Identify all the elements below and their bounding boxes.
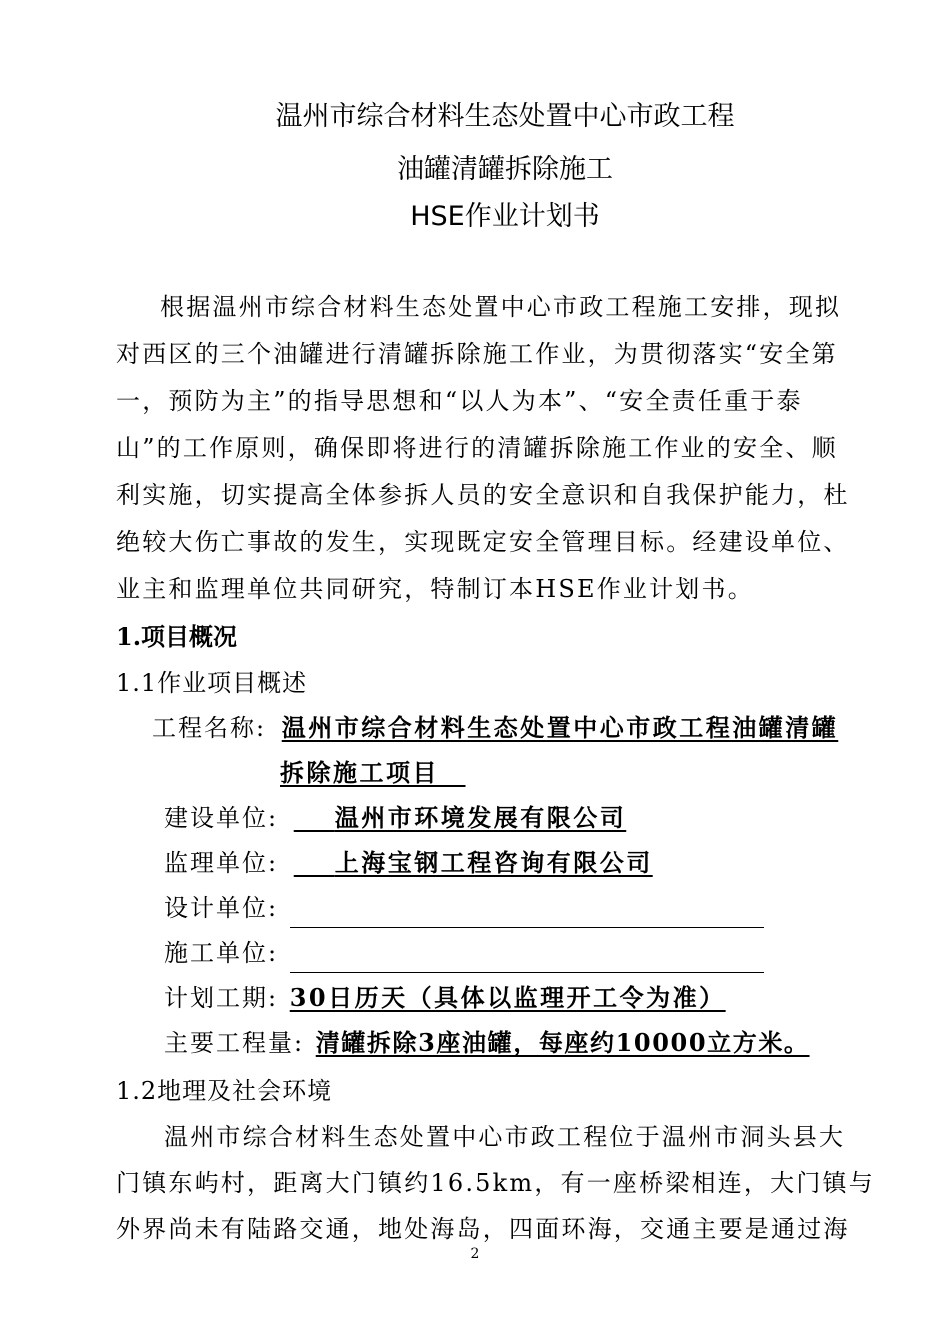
- quantity-value: 清罐拆除3座油罐，每座约10000立方米。: [315, 1028, 810, 1057]
- design-blank-line: [290, 927, 764, 928]
- geo-line: 门镇东屿村，距离大门镇约16.5km，有一座桥梁相连，大门镇与: [116, 1169, 875, 1197]
- project-name-value: 温州市综合材料生态处置中心市政工程油罐清罐: [281, 713, 839, 742]
- owner-label: 建设单位:: [164, 804, 279, 832]
- geo-line: 温州市综合材料生态处置中心市政工程位于温州市洞头县大: [164, 1123, 846, 1151]
- subsection-heading-1-2: 1.2地理及社会环境: [116, 1077, 333, 1105]
- schedule-value: 30日历天（具体以监理开工令为准）: [289, 983, 726, 1012]
- design-label: 设计单位:: [164, 894, 279, 922]
- schedule-row: [164, 983, 726, 1013]
- section-heading-1: 1.项目概况: [116, 622, 238, 651]
- project-name-row-cont: [280, 758, 466, 788]
- owner-value: 温州市环境发展有限公司: [334, 803, 627, 832]
- intro-line: 对西区的三个油罐进行清罐拆除施工作业，为贯彻落实“安全第: [116, 340, 838, 368]
- supervisor-row: [164, 848, 653, 878]
- construction-blank-line: [290, 972, 764, 973]
- project-name-label: 工程名称:: [152, 714, 267, 742]
- schedule-label: 计划工期:: [164, 984, 279, 1012]
- owner-row: [164, 803, 626, 833]
- intro-line: 根据温州市综合材料生态处置中心市政工程施工安排，现拟: [160, 293, 842, 321]
- quantity-label: 主要工程量:: [164, 1029, 305, 1057]
- construction-row: [164, 938, 278, 968]
- doc-title-line-3: HSE作业计划书: [410, 201, 600, 232]
- design-row: [164, 893, 278, 923]
- construction-label: 施工单位:: [164, 939, 279, 967]
- geo-line: 外界尚未有陆路交通，地处海岛，四面环海，交通主要是通过海: [116, 1215, 850, 1243]
- doc-title-line-1: 温州市综合材料生态处置中心市政工程: [275, 101, 735, 132]
- subsection-heading-1-1: 1.1作业项目概述: [116, 669, 308, 697]
- supervisor-value: 上海宝钢工程咨询有限公司: [334, 848, 653, 877]
- supervisor-label: 监理单位:: [164, 849, 279, 877]
- quantity-row: [164, 1028, 810, 1058]
- intro-line: 利实施，切实提高全体参拆人员的安全意识和自我保护能力，杜: [116, 481, 850, 509]
- doc-title-line-2: 油罐清罐拆除施工: [397, 154, 613, 185]
- page-number: 2: [470, 1246, 480, 1262]
- project-name-value-cont: 拆除施工项目: [280, 758, 439, 787]
- intro-line: 山”的工作原则，确保即将进行的清罐拆除施工作业的安全、顺: [116, 434, 838, 462]
- intro-line: 业主和监理单位共同研究，特制订本HSE作业计划书。: [116, 575, 754, 603]
- intro-line: 绝较大伤亡事故的发生，实现既定安全管理目标。经建设单位、: [116, 528, 850, 556]
- intro-line: 一，预防为主”的指导思想和“以人为本”、“安全责任重于泰: [116, 387, 803, 415]
- project-name-row: [152, 713, 838, 743]
